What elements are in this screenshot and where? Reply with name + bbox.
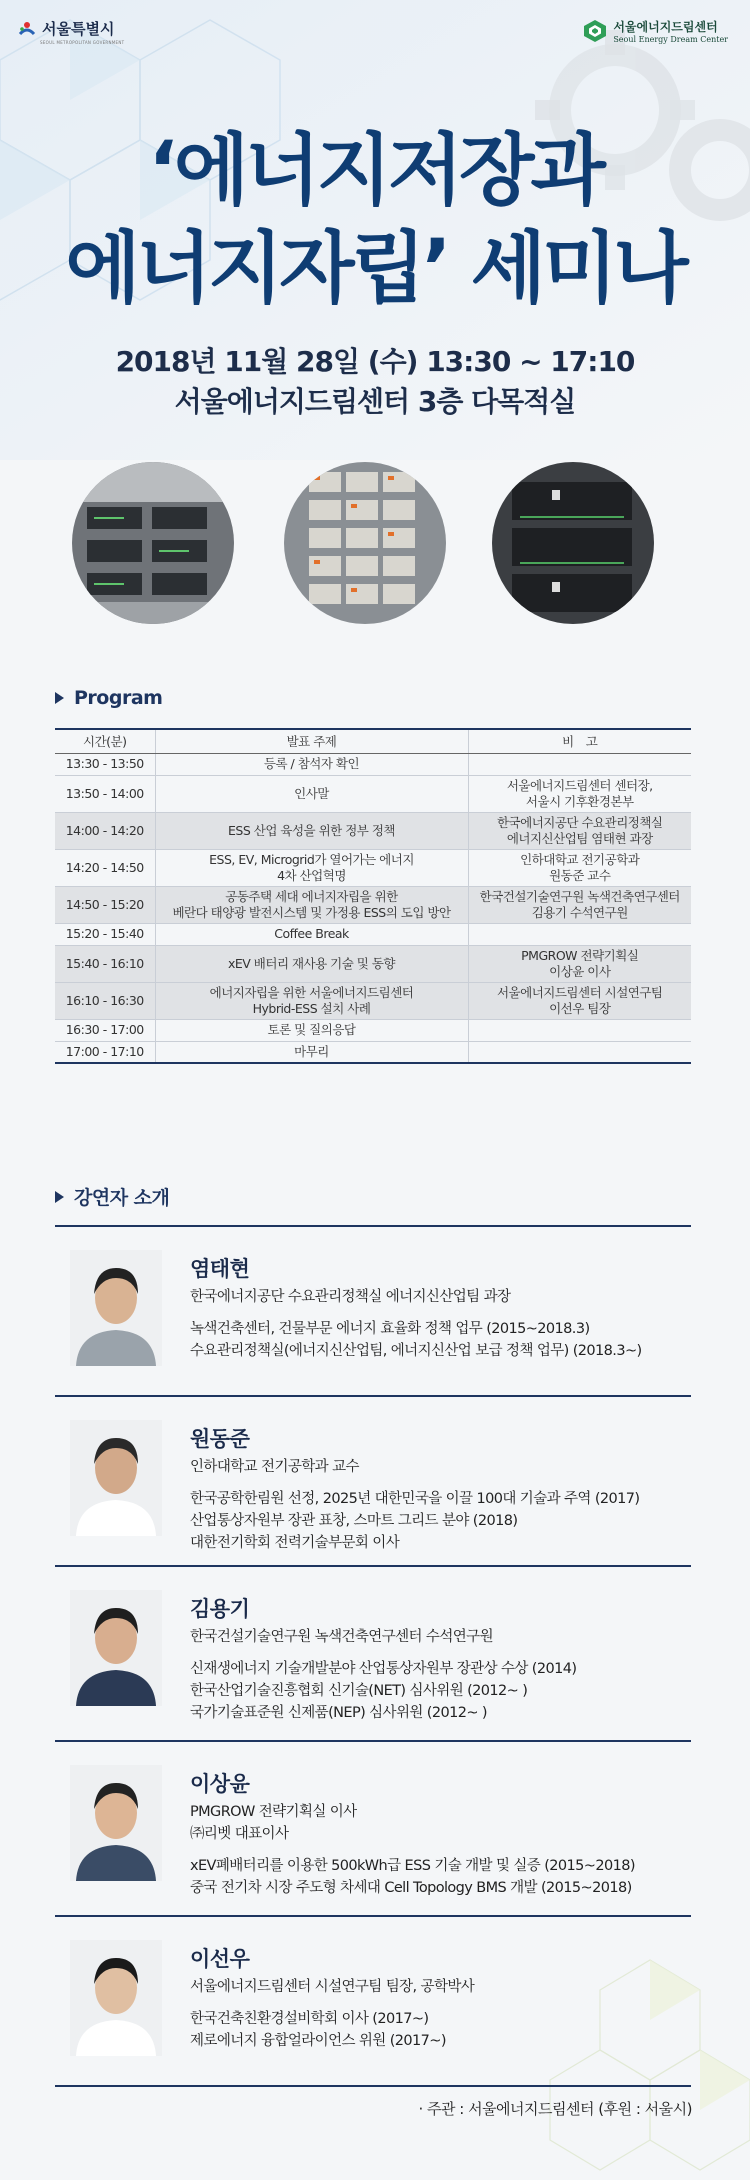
triangle-bullet-icon: [55, 692, 64, 704]
speaker-bio-line: PMGROW 전략기획실 이사: [190, 1804, 357, 1820]
speaker-name: 염태현: [190, 1257, 250, 1281]
cell-time: 14:20 - 14:50: [55, 849, 155, 886]
speaker-bio-line: 국가기술표준원 신제품(NEP) 심사위원 (2012~ ): [190, 1705, 487, 1721]
column-header-topic: 발표 주제: [155, 729, 468, 753]
cell-note: 한국건설기술연구원 녹색건축연구센터 김용기 수석연구원: [468, 886, 691, 923]
cell-time: 16:10 - 16:30: [55, 982, 155, 1019]
speaker-name: 김용기: [190, 1597, 250, 1621]
speakers-heading-text: 강연자 소개: [74, 1187, 170, 1209]
cell-time: 13:50 - 14:00: [55, 775, 155, 812]
table-row: [55, 1019, 691, 1041]
battery-rack-photo-1: [72, 462, 234, 624]
cell-note: [468, 1019, 691, 1041]
cell-topic: 등록 / 참석자 확인: [155, 753, 468, 775]
event-datetime: 2018년 11월 28일 (수) 13:30 ~ 17:10: [115, 345, 635, 378]
speaker-photo: [70, 1940, 162, 2056]
speaker-photo: [70, 1765, 162, 1881]
footer-organizer: · 주관 : 서울에너지드림센터 (후원 : 서울시): [418, 2100, 692, 2118]
event-venue: 서울에너지드림센터 3층 다목적실: [174, 385, 576, 418]
speaker-divider: [55, 1395, 691, 1397]
cell-topic: xEV 배터리 재사용 기술 및 동향: [155, 945, 468, 982]
speaker-bio-line: 한국건설기술연구원 녹색건축연구센터 수석연구원: [190, 1629, 493, 1645]
seoul-city-logo: [18, 18, 125, 45]
cell-topic: 에너지자립을 위한 서울에너지드림센터 Hybrid-ESS 설치 사례: [155, 982, 468, 1019]
cell-note: 한국에너지공단 수요관리정책실 에너지신산업팀 염태현 과장: [468, 812, 691, 849]
cell-time: 16:30 - 17:00: [55, 1019, 155, 1041]
battery-rack-photo-3: [492, 462, 654, 624]
speaker-bio-line: 한국건축친환경설비학회 이사 (2017~): [190, 2011, 429, 2027]
cell-time: 14:50 - 15:20: [55, 886, 155, 923]
speaker-divider: [55, 1225, 691, 1227]
table-row: [55, 1041, 691, 1063]
speaker-bio-line: xEV폐배터리를 이용한 500kWh급 ESS 기술 개발 및 실증 (2015~2018): [190, 1858, 635, 1874]
speaker-bio-line: 신재생에너지 기술개발분야 산업통상자원부 장관상 수상 (2014): [190, 1661, 577, 1677]
logo-right-text-en: Seoul Energy Dream Center: [613, 35, 728, 44]
cell-topic: 공동주택 세대 에너지자립을 위한 베란다 태양광 발전시스템 및 가정용 ESS의 도입 방안: [155, 886, 468, 923]
column-header-time: 시간(분): [55, 729, 155, 753]
cell-note: 서울에너지드림센터 센터장, 서울시 기후환경본부: [468, 775, 691, 812]
cell-topic: Coffee Break: [155, 923, 468, 945]
table-row: [55, 982, 691, 1019]
table-row: [55, 812, 691, 849]
speaker-bio-line: 한국공학한림원 선정, 2025년 대한민국을 이끌 100대 기술과 주역 (2017): [190, 1491, 640, 1507]
speaker-bio-line: 한국에너지공단 수요관리정책실 에너지신산업팀 과장: [190, 1289, 511, 1305]
cell-note: PMGROW 전략기획실 이상윤 이사: [468, 945, 691, 982]
speakers-heading: [55, 1183, 169, 1210]
table-row: [55, 945, 691, 982]
speaker-photo: [70, 1420, 162, 1536]
speaker-divider: [55, 2085, 691, 2087]
logo-left-subtext: SEOUL METROPOLITAN GOVERNMENT: [40, 40, 125, 45]
cell-time: 17:00 - 17:10: [55, 1041, 155, 1063]
cell-time: 14:00 - 14:20: [55, 812, 155, 849]
program-heading-text: Program: [74, 687, 163, 709]
dream-center-emblem-icon: [583, 19, 607, 43]
speaker-divider: [55, 1740, 691, 1742]
speaker-bio-line: 중국 전기차 시장 주도형 차세대 Cell Topology BMS 개발 (2015~2018): [190, 1880, 632, 1896]
speaker-bio-line: 한국산업기술진흥협회 신기술(NET) 심사위원 (2012~ ): [190, 1683, 528, 1699]
table-row: [55, 753, 691, 775]
speaker-photo: [70, 1250, 162, 1366]
cell-note: [468, 923, 691, 945]
speaker-bio-line: ㈜리벳 대표이사: [190, 1826, 289, 1842]
logo-left-text: 서울특별시: [42, 20, 115, 38]
program-table-header: [55, 729, 691, 753]
seoul-city-emblem-icon: [18, 20, 36, 38]
table-row: [55, 886, 691, 923]
cell-note: 서울에너지드림센터 시설연구팀 이선우 팀장: [468, 982, 691, 1019]
speaker-name: 이선우: [190, 1947, 250, 1971]
speaker-name: 이상윤: [190, 1772, 250, 1796]
battery-rack-photo-2: [284, 462, 446, 624]
speaker-bio-line: 산업통상자원부 장관 표창, 스마트 그리드 분야 (2018): [190, 1513, 518, 1529]
program-table: [55, 728, 691, 1064]
table-row: [55, 849, 691, 886]
speaker-divider: [55, 1565, 691, 1567]
page-title-line-1: ‘에너지저장과: [148, 126, 602, 216]
speaker-divider: [55, 1915, 691, 1917]
cell-time: 15:40 - 16:10: [55, 945, 155, 982]
cell-time: 15:20 - 15:40: [55, 923, 155, 945]
page-title-line-2: 에너지자립’ 세미나: [65, 224, 685, 314]
cell-time: 13:30 - 13:50: [55, 753, 155, 775]
speaker-bio-line: 수요관리정책실(에너지신산업팀, 에너지신산업 보급 정책 업무) (2018.3~): [190, 1343, 642, 1359]
cell-note: [468, 753, 691, 775]
table-row: [55, 923, 691, 945]
speaker-photo: [70, 1590, 162, 1706]
column-header-note: 비 고: [468, 729, 691, 753]
speaker-name: 원동준: [190, 1427, 250, 1451]
cell-topic: ESS, EV, Microgrid가 열어가는 에너지 4차 산업혁명: [155, 849, 468, 886]
cell-topic: 인사말: [155, 775, 468, 812]
speaker-bio-line: 서울에너지드림센터 시설연구팀 팀장, 공학박사: [190, 1979, 475, 1995]
cell-topic: 마무리: [155, 1041, 468, 1063]
cell-topic: ESS 산업 육성을 위한 정부 정책: [155, 812, 468, 849]
logo-right-text-kr: 서울에너지드림센터: [613, 20, 718, 34]
speaker-bio-line: 녹색건축센터, 건물부문 에너지 효율화 정책 업무 (2015~2018.3): [190, 1321, 590, 1337]
speaker-bio-line: 제로에너지 융합얼라이언스 위원 (2017~): [190, 2033, 446, 2049]
cell-topic: 토론 및 질의응답: [155, 1019, 468, 1041]
speaker-bio-line: 인하대학교 전기공학과 교수: [190, 1459, 359, 1475]
cell-note: [468, 1041, 691, 1063]
table-row: [55, 775, 691, 812]
triangle-bullet-icon: [55, 1191, 64, 1203]
dream-center-logo: [583, 18, 728, 44]
program-heading: [55, 687, 162, 709]
cell-note: 인하대학교 전기공학과 원동준 교수: [468, 849, 691, 886]
speaker-bio-line: 대한전기학회 전력기술부문회 이사: [190, 1535, 400, 1551]
